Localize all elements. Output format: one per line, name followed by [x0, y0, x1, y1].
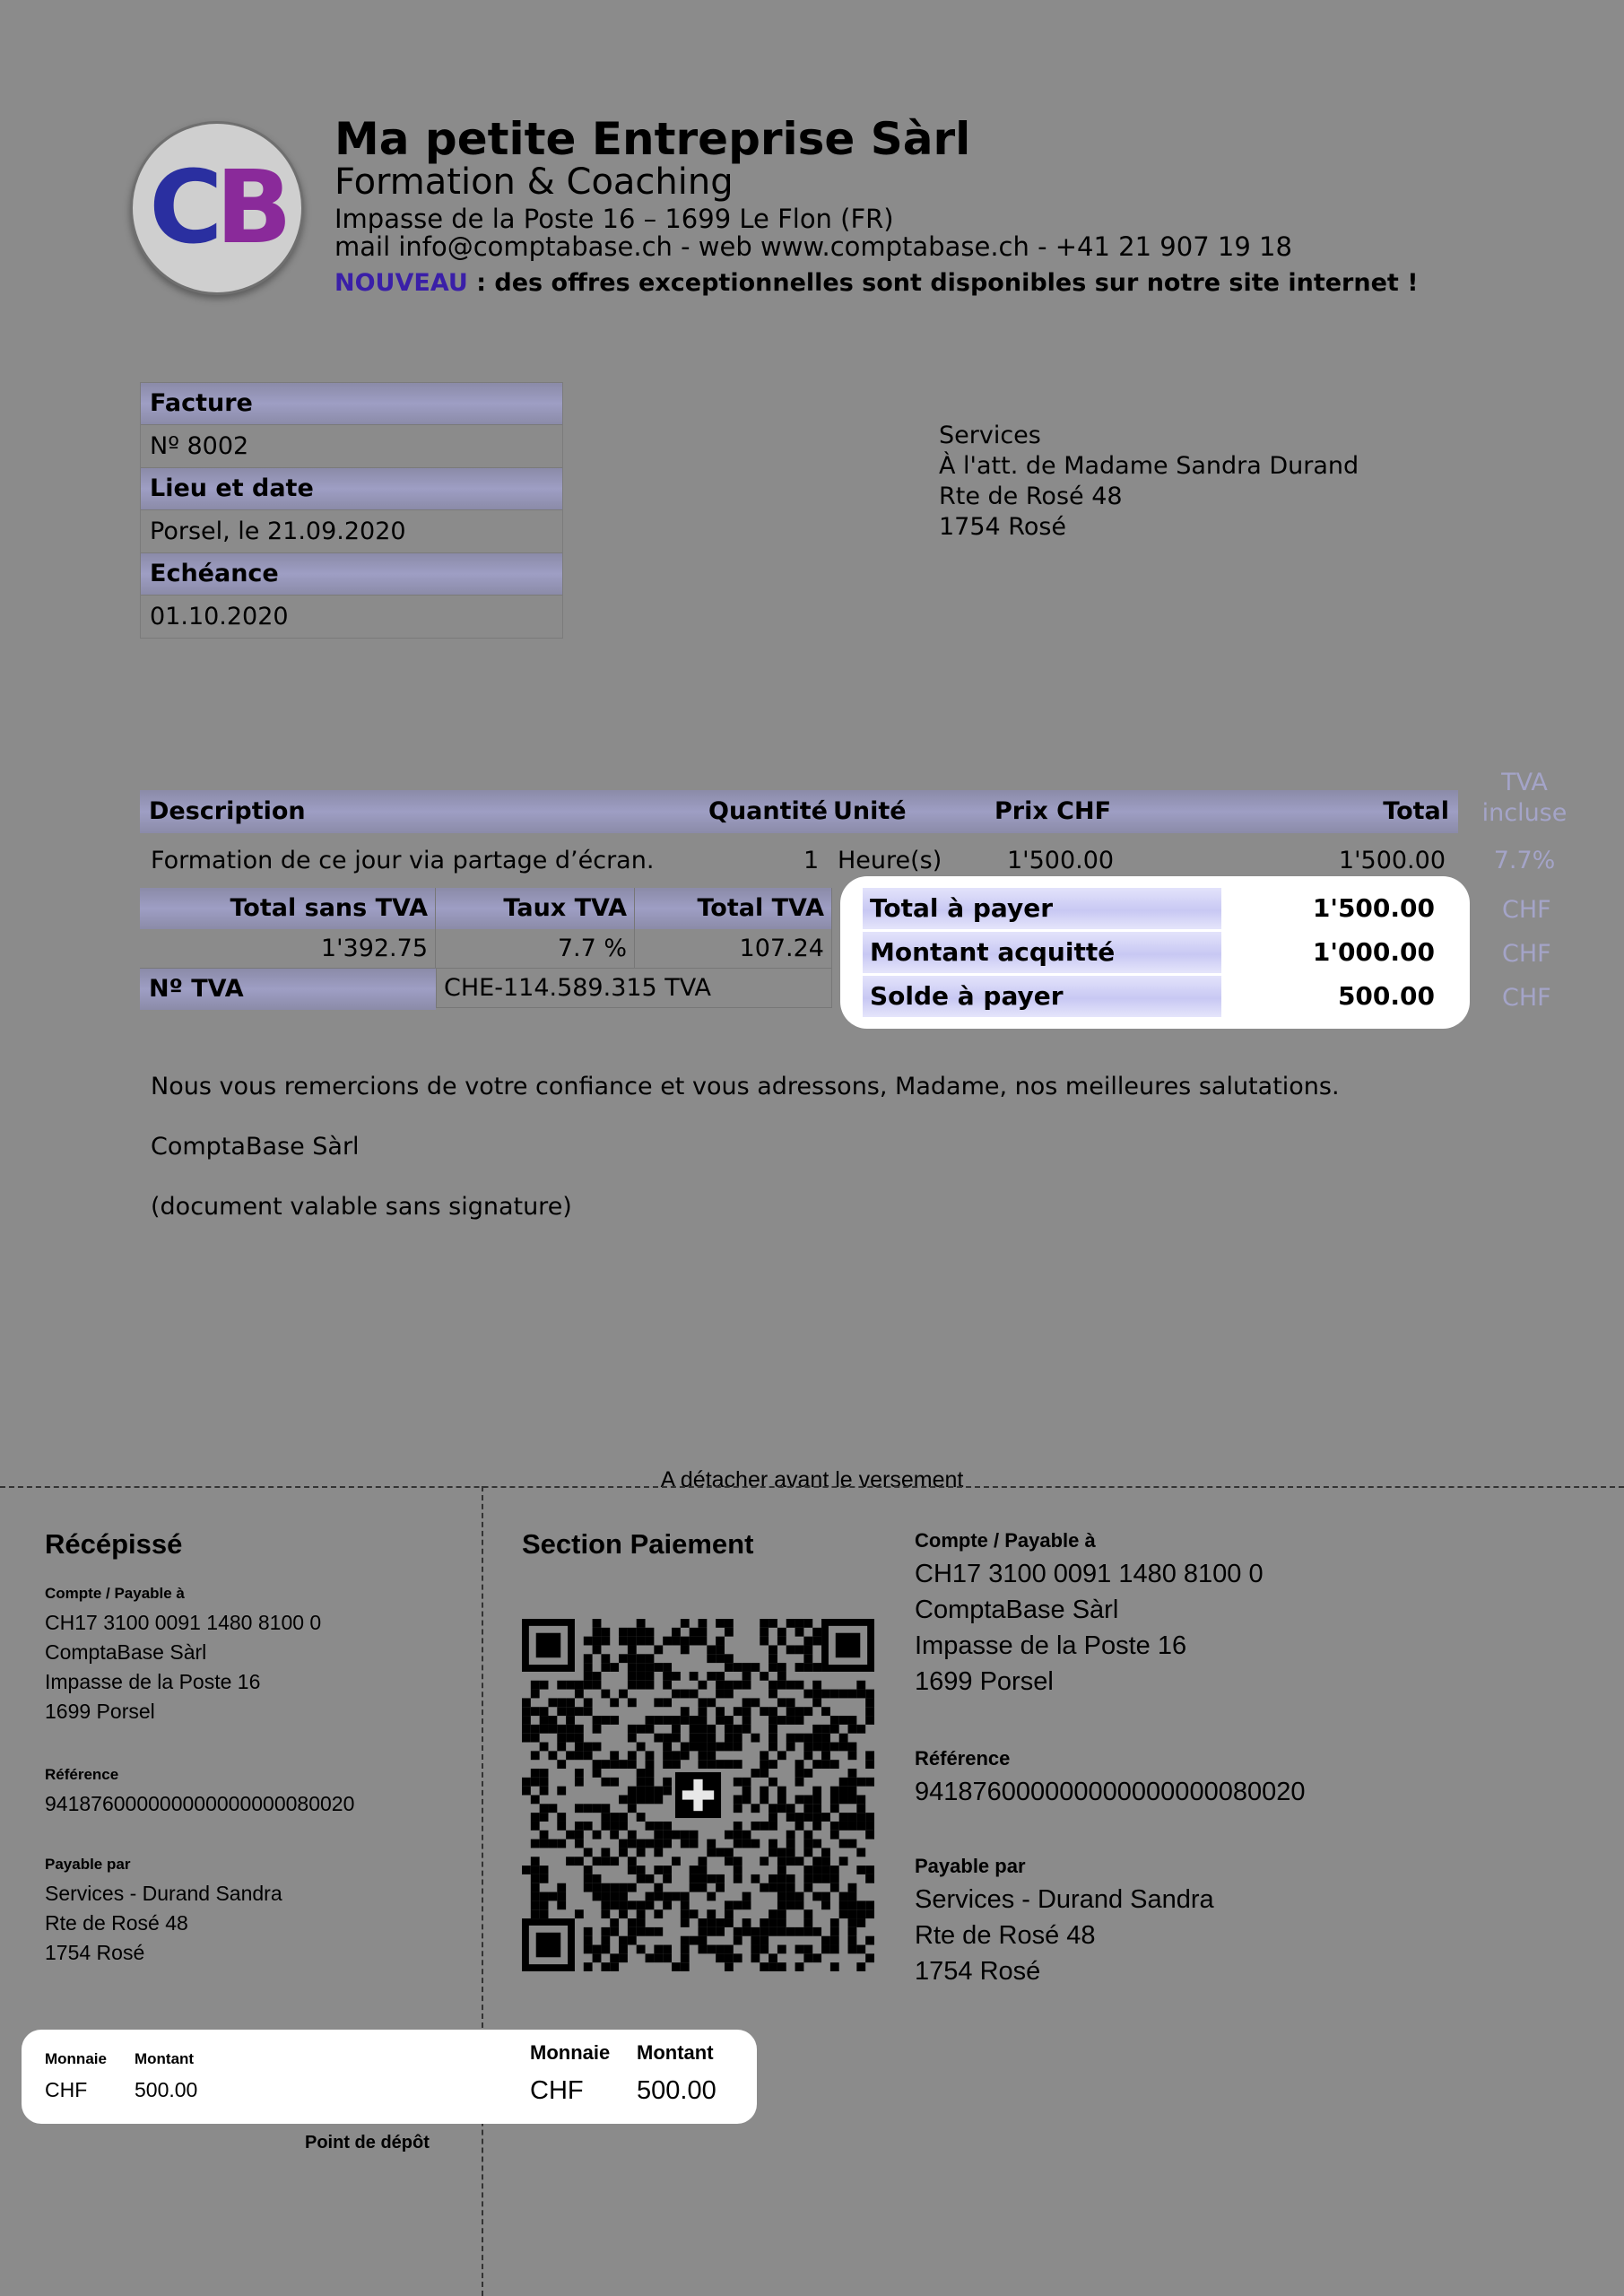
item-prix: 1'500.00: [1007, 847, 1115, 874]
recipient-line: Rte de Rosé 48: [939, 483, 1123, 510]
col-quantite: Quantité: [708, 797, 828, 825]
receipt-amount: 500.00: [135, 2078, 198, 2101]
promo-text: : des offres exceptionnelles sont disponibles sur notre site internet !: [467, 269, 1419, 297]
company-subtitle: Formation & Coaching: [334, 161, 734, 203]
solde-a-payer-value: 500.00: [1337, 981, 1435, 1011]
payment-iban: CH17 3100 0091 1480 8100 0: [915, 1560, 1264, 1588]
recipient-line: Services: [939, 422, 1041, 449]
detach-line: [0, 1486, 1624, 1488]
receipt-account-name: ComptaBase Sàrl: [45, 1640, 207, 1664]
closing-signature: ComptaBase Sàrl: [151, 1133, 360, 1161]
payment-account: [915, 1529, 1264, 1700]
table-row: [140, 841, 1458, 881]
payment-account-city: 1699 Porsel: [915, 1667, 1054, 1696]
items-table-header: [140, 790, 1458, 833]
solde-a-payer-row: [863, 976, 1444, 1017]
col-total: Total: [1383, 797, 1449, 825]
total-tva-label: Total TVA: [635, 888, 832, 929]
payment-reference-label: Référence: [915, 1747, 1011, 1770]
payment-payer-name: Services - Durand Sandra: [915, 1885, 1214, 1914]
company-promo: [334, 269, 1419, 297]
promo-highlight: NOUVEAU: [334, 269, 468, 297]
no-tva-label: Nº TVA: [140, 969, 436, 1010]
receipt-payer-street: Rte de Rosé 48: [45, 1911, 188, 1935]
item-description: Formation de ce jour via partage d’écran.: [151, 847, 655, 874]
total-sans-tva-value: 1'392.75: [140, 929, 436, 969]
swiss-cross-icon: [672, 1769, 725, 1822]
receipt-amount-label: Montant: [135, 2050, 195, 2067]
receipt-account-city: 1699 Porsel: [45, 1700, 155, 1723]
payment-summary-box: [840, 876, 1470, 1029]
receipt-iban: CH17 3100 0091 1480 8100 0: [45, 1611, 322, 1634]
facture-value: Nº 8002: [141, 425, 562, 468]
tva-summary: [140, 888, 832, 1010]
echeance-value: 01.10.2020: [150, 603, 289, 631]
item-unite: Heure(s): [838, 847, 942, 874]
col-unite: Unité: [833, 797, 907, 825]
closing-greeting: Nous vous remercions de votre confiance et vous adressons, Madame, nos meilleures salutations.: [151, 1073, 1340, 1100]
depot-label: Point de dépôt: [305, 2133, 430, 2152]
total-a-payer-label: Total à payer: [863, 888, 1221, 929]
payment-payer: [915, 1855, 1214, 1989]
detach-text: A détacher avant le versement: [660, 1467, 964, 1492]
receipt-reference-label: Référence: [45, 1766, 119, 1783]
payment-currency: CHF: [530, 2076, 584, 2105]
payment-account-street: Impasse de la Poste 16: [915, 1631, 1187, 1660]
receipt-title: Récépissé: [45, 1528, 183, 1560]
payment-title: Section Paiement: [522, 1528, 754, 1560]
currency-label: CHF: [1502, 896, 1551, 924]
receipt-currency-label: Monnaie: [45, 2050, 107, 2067]
company-contact: mail info@comptabase.ch - web www.comptabase.ch - +41 21 907 19 18: [334, 231, 1292, 262]
receipt-separator: [482, 1486, 483, 2296]
logo-text: CB: [149, 150, 285, 266]
receipt-currency: CHF: [45, 2078, 88, 2101]
payment-amount: 500.00: [637, 2076, 716, 2105]
company-name: Ma petite Entreprise Sàrl: [334, 113, 971, 165]
receipt-account-street: Impasse de la Poste 16: [45, 1670, 261, 1693]
item-tva: 7.7%: [1493, 847, 1556, 874]
payment-payer-city: 1754 Rosé: [915, 1957, 1041, 1986]
recipient-line: À l'att. de Madame Sandra Durand: [939, 452, 1359, 480]
payment-currency-label: Monnaie: [530, 2041, 611, 2064]
facture-label: Facture: [141, 383, 562, 425]
col-prix: Prix CHF: [994, 797, 1112, 825]
total-tva-value: 107.24: [635, 929, 832, 969]
taux-tva-value: 7.7 %: [436, 929, 635, 969]
no-tva-value: CHE-114.589.315 TVA: [436, 969, 832, 1008]
total-a-payer-value: 1'500.00: [1312, 893, 1435, 923]
payment-payer-label: Payable par: [915, 1855, 1026, 1877]
item-total: 1'500.00: [1338, 847, 1446, 874]
receipt-payer-city: 1754 Rosé: [45, 1941, 145, 1964]
solde-a-payer-label: Solde à payer: [863, 976, 1221, 1017]
recipient-address: [939, 421, 1359, 543]
receipt-account: [45, 1585, 321, 1726]
currency-label: CHF: [1502, 940, 1551, 968]
company-logo: [130, 121, 304, 295]
payment-account-label: Compte / Payable à: [915, 1529, 1096, 1552]
montant-acquitte-value: 1'000.00: [1312, 937, 1435, 967]
tva-incluse-header: [1471, 768, 1578, 829]
taux-tva-label: Taux TVA: [436, 888, 635, 929]
payment-reference: [915, 1747, 1305, 1810]
receipt-payer-name: Services - Durand Sandra: [45, 1882, 282, 1905]
closing-note: (document valable sans signature): [151, 1193, 572, 1221]
col-description: Description: [149, 797, 306, 825]
montant-acquitte-label: Montant acquitté: [863, 932, 1221, 973]
total-a-payer-row: [863, 888, 1444, 929]
currency-label: CHF: [1502, 984, 1551, 1012]
payment-reference-value: 941876000000000000000080020: [915, 1778, 1306, 1806]
invoice-info-box: [140, 382, 563, 639]
payment-payer-street: Rte de Rosé 48: [915, 1921, 1096, 1950]
payment-amount-label: Montant: [637, 2041, 714, 2064]
receipt-payer: [45, 1856, 282, 1968]
lieu-value: Porsel, le 21.09.2020: [141, 510, 562, 553]
tva-header-line: TVA: [1501, 769, 1548, 796]
receipt-reference: [45, 1766, 354, 1819]
recipient-line: 1754 Rosé: [939, 513, 1067, 541]
company-address: Impasse de la Poste 16 – 1699 Le Flon (FR): [334, 204, 894, 234]
total-sans-tva-label: Total sans TVA: [140, 888, 436, 929]
receipt-payer-label: Payable par: [45, 1856, 131, 1873]
receipt-reference-value: 941876000000000000000080020: [45, 1792, 355, 1815]
payment-account-name: ComptaBase Sàrl: [915, 1596, 1119, 1624]
montant-acquitte-row: [863, 932, 1444, 973]
qr-code: [522, 1619, 874, 1971]
echeance-label: Echéance: [141, 553, 562, 596]
receipt-account-label: Compte / Payable à: [45, 1585, 185, 1602]
tva-header-line: incluse: [1481, 799, 1568, 827]
lieu-label: Lieu et date: [141, 468, 562, 510]
item-quantite: 1: [803, 847, 820, 874]
